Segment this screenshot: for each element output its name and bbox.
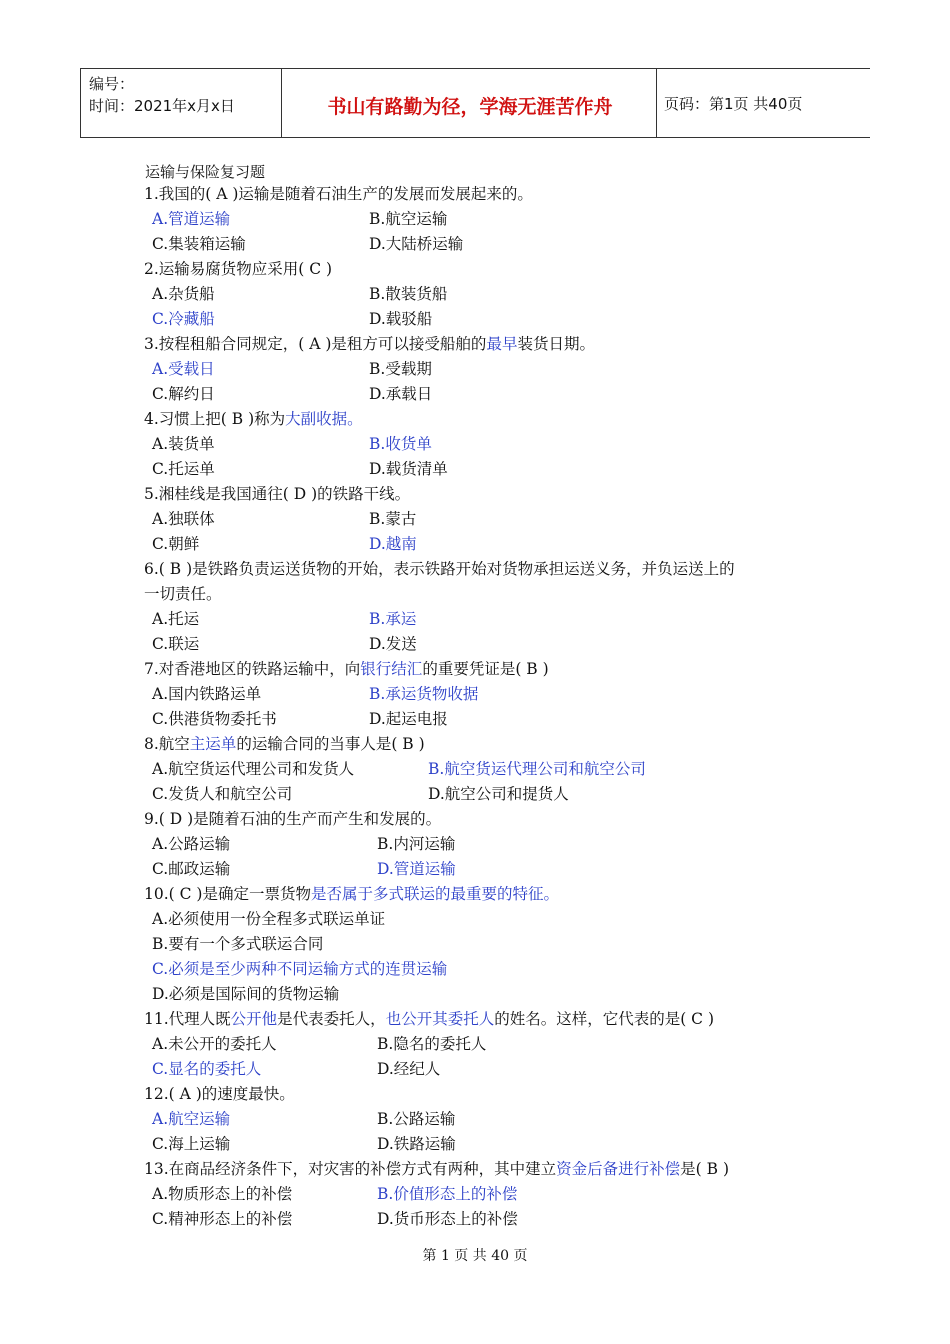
option-c: C.发货人和航空公司 <box>152 785 293 803</box>
question-8-text <box>144 732 824 757</box>
question-5-options-cd <box>144 532 824 557</box>
question-5-options-ab <box>144 507 824 532</box>
option-a: A.管道运输 <box>152 210 231 228</box>
option-a: A.托运 <box>152 610 200 628</box>
question-12-options-cd <box>144 1132 824 1157</box>
header-page-info: 页码：第1页 共40页 <box>664 95 803 113</box>
option-a: A.航空运输 <box>152 1110 231 1128</box>
question-1-text <box>144 182 824 207</box>
question-text: 是代表委托人， <box>277 1010 386 1028</box>
option-a: A.必须使用一份全程多式联运单证 <box>152 910 386 928</box>
question-text: 的重要凭证是( B ) <box>422 660 549 678</box>
option-b: B.内河运输 <box>377 835 456 853</box>
option-a: A.航空货运代理公司和发货人 <box>152 760 355 778</box>
question-1-options-ab <box>144 207 824 232</box>
question-text: 12.( A )的速度最快。 <box>144 1085 295 1103</box>
question-highlight: 大副收据。 <box>285 410 363 428</box>
question-highlight: 资金后备进行补偿 <box>556 1160 681 1178</box>
option-c: C.朝鲜 <box>152 535 200 553</box>
question-11-options-ab <box>144 1032 824 1057</box>
question-2-text <box>144 257 824 282</box>
header-meta <box>89 73 235 117</box>
header-border-left <box>80 69 81 137</box>
question-8-options-ab <box>144 757 824 782</box>
question-9-options-ab <box>144 832 824 857</box>
option-a: A.国内铁路运单 <box>152 685 262 703</box>
question-3-options-cd <box>144 382 824 407</box>
question-9-options-cd <box>144 857 824 882</box>
option-b: B.蒙古 <box>369 510 417 528</box>
option-c: C.显名的委托人 <box>152 1060 262 1078</box>
question-6-options-cd <box>144 632 824 657</box>
question-12-options-ab <box>144 1107 824 1132</box>
question-text: 的姓名。这样，它代表的是( C ) <box>494 1010 715 1028</box>
question-2-options-cd <box>144 307 824 332</box>
question-3-options-ab <box>144 357 824 382</box>
header-table <box>80 68 870 138</box>
option-c: C.海上运输 <box>152 1135 231 1153</box>
question-text: 是( B ) <box>680 1160 730 1178</box>
question-7-text <box>144 657 824 682</box>
option-b: B.要有一个多式联运合同 <box>152 935 324 953</box>
question-text: 5.湘桂线是我国通往( D )的铁路干线。 <box>144 485 411 503</box>
option-d: D.货币形态上的补偿 <box>377 1210 518 1228</box>
question-text: 1.我国的( A )运输是随着石油生产的发展而发展起来的。 <box>144 185 533 203</box>
option-b: B.收货单 <box>369 435 432 453</box>
question-highlight: 主运单 <box>189 735 237 753</box>
question-11-text <box>144 1007 824 1032</box>
option-b: B.隐名的委托人 <box>377 1035 487 1053</box>
question-text: 13.在商品经济条件下，对灾害的补偿方式有两种，其中建立 <box>144 1160 557 1178</box>
option-d: D.大陆桥运输 <box>369 235 464 253</box>
question-6-text-cont <box>144 582 824 607</box>
question-highlight: 最早 <box>486 335 518 353</box>
questions <box>144 182 824 1232</box>
question-text: 8.航空 <box>144 735 190 753</box>
option-b: B.航空货运代理公司和航空公司 <box>428 760 646 778</box>
option-d: D.航空公司和提货人 <box>428 785 569 803</box>
option-a: A.物质形态上的补偿 <box>152 1185 293 1203</box>
option-c: C.联运 <box>152 635 200 653</box>
option-c: C.冷藏船 <box>152 310 215 328</box>
option-c: C.必须是至少两种不同运输方式的连贯运输 <box>152 960 448 978</box>
question-10-option-a <box>144 907 824 932</box>
option-c: C.邮政运输 <box>152 860 231 878</box>
question-highlight: 银行结汇 <box>360 660 423 678</box>
question-10-option-b <box>144 932 824 957</box>
question-highlight: 公开他 <box>230 1010 278 1028</box>
option-d: D.管道运输 <box>377 860 456 878</box>
question-highlight: 是否属于多式联运的最重要的特征。 <box>310 885 559 903</box>
question-7-options-cd <box>144 707 824 732</box>
question-1-options-cd <box>144 232 824 257</box>
question-text: 3.按程租船合同规定，( A )是租方可以接受船舶的 <box>144 335 487 353</box>
question-12-text <box>144 1082 824 1107</box>
question-13-options-ab <box>144 1182 824 1207</box>
question-13-options-cd <box>144 1207 824 1232</box>
question-text: 6.( B )是铁路负责运送货物的开始，表示铁路开始对货物承担运送义务，并负运送上的 <box>144 560 735 578</box>
question-4-options-ab <box>144 432 824 457</box>
question-text: 4.习惯上把( B )称为 <box>144 410 286 428</box>
question-highlight: 也公开其委托人 <box>385 1010 495 1028</box>
option-d: D.载货清单 <box>369 460 448 478</box>
question-8-options-cd <box>144 782 824 807</box>
number-label: 编号： <box>89 75 135 93</box>
option-c: C.集装箱运输 <box>152 235 246 253</box>
option-b: B.航空运输 <box>369 210 448 228</box>
question-text: 装货日期。 <box>517 335 595 353</box>
question-6-text <box>144 557 824 582</box>
question-2-options-ab <box>144 282 824 307</box>
option-a: A.受载日 <box>152 360 215 378</box>
date-label: 时间：2021年x月x日 <box>89 97 235 115</box>
option-d: D.铁路运输 <box>377 1135 456 1153</box>
question-6-options-ab <box>144 607 824 632</box>
question-7-options-ab <box>144 682 824 707</box>
option-d: D.越南 <box>369 535 417 553</box>
option-a: A.未公开的委托人 <box>152 1035 277 1053</box>
option-d: D.发送 <box>369 635 417 653</box>
option-d: D.起运电报 <box>369 710 448 728</box>
question-5-text <box>144 482 824 507</box>
option-d: D.承载日 <box>369 385 433 403</box>
option-a: A.装货单 <box>152 435 215 453</box>
question-text: 9.( D )是随着石油的生产而产生和发展的。 <box>144 810 442 828</box>
question-10-text <box>144 882 824 907</box>
option-b: B.承运 <box>369 610 417 628</box>
question-4-options-cd <box>144 457 824 482</box>
question-4-text <box>144 407 824 432</box>
header-divider-1 <box>281 69 282 137</box>
option-d: D.载驳船 <box>369 310 433 328</box>
option-a: A.公路运输 <box>152 835 231 853</box>
question-3-text <box>144 332 824 357</box>
option-a: A.杂货船 <box>152 285 215 303</box>
option-d: D.必须是国际间的货物运输 <box>152 985 340 1003</box>
option-c: C.解约日 <box>152 385 215 403</box>
question-11-options-cd <box>144 1057 824 1082</box>
page-footer: 第 1 页 共 40 页 <box>422 1248 528 1264</box>
question-13-text <box>144 1157 824 1182</box>
doc-title: 运输与保险复习题 <box>145 163 266 181</box>
option-d: D.经纪人 <box>377 1060 441 1078</box>
option-c: C.托运单 <box>152 460 215 478</box>
question-text: 的运输合同的当事人是( B ) <box>236 735 425 753</box>
option-b: B.散装货船 <box>369 285 448 303</box>
option-b: B.公路运输 <box>377 1110 456 1128</box>
question-text: 2.运输易腐货物应采用( C ) <box>144 260 333 278</box>
option-b: B.承运货物收据 <box>369 685 479 703</box>
question-text: 10.( C )是确定一票货物 <box>144 885 311 903</box>
option-c: C.供港货物委托书 <box>152 710 277 728</box>
question-9-text <box>144 807 824 832</box>
question-10-option-d <box>144 982 824 1007</box>
question-text: 7.对香港地区的铁路运输中，向 <box>144 660 361 678</box>
question-10-option-c <box>144 957 824 982</box>
option-b: B.价值形态上的补偿 <box>377 1185 518 1203</box>
option-b: B.受载期 <box>369 360 432 378</box>
header-motto: 书山有路勤为径，学海无涯苦作舟 <box>327 96 613 118</box>
question-text: 一切责任。 <box>144 585 222 603</box>
question-text: 11.代理人既 <box>144 1010 231 1028</box>
option-a: A.独联体 <box>152 510 215 528</box>
option-c: C.精神形态上的补偿 <box>152 1210 293 1228</box>
